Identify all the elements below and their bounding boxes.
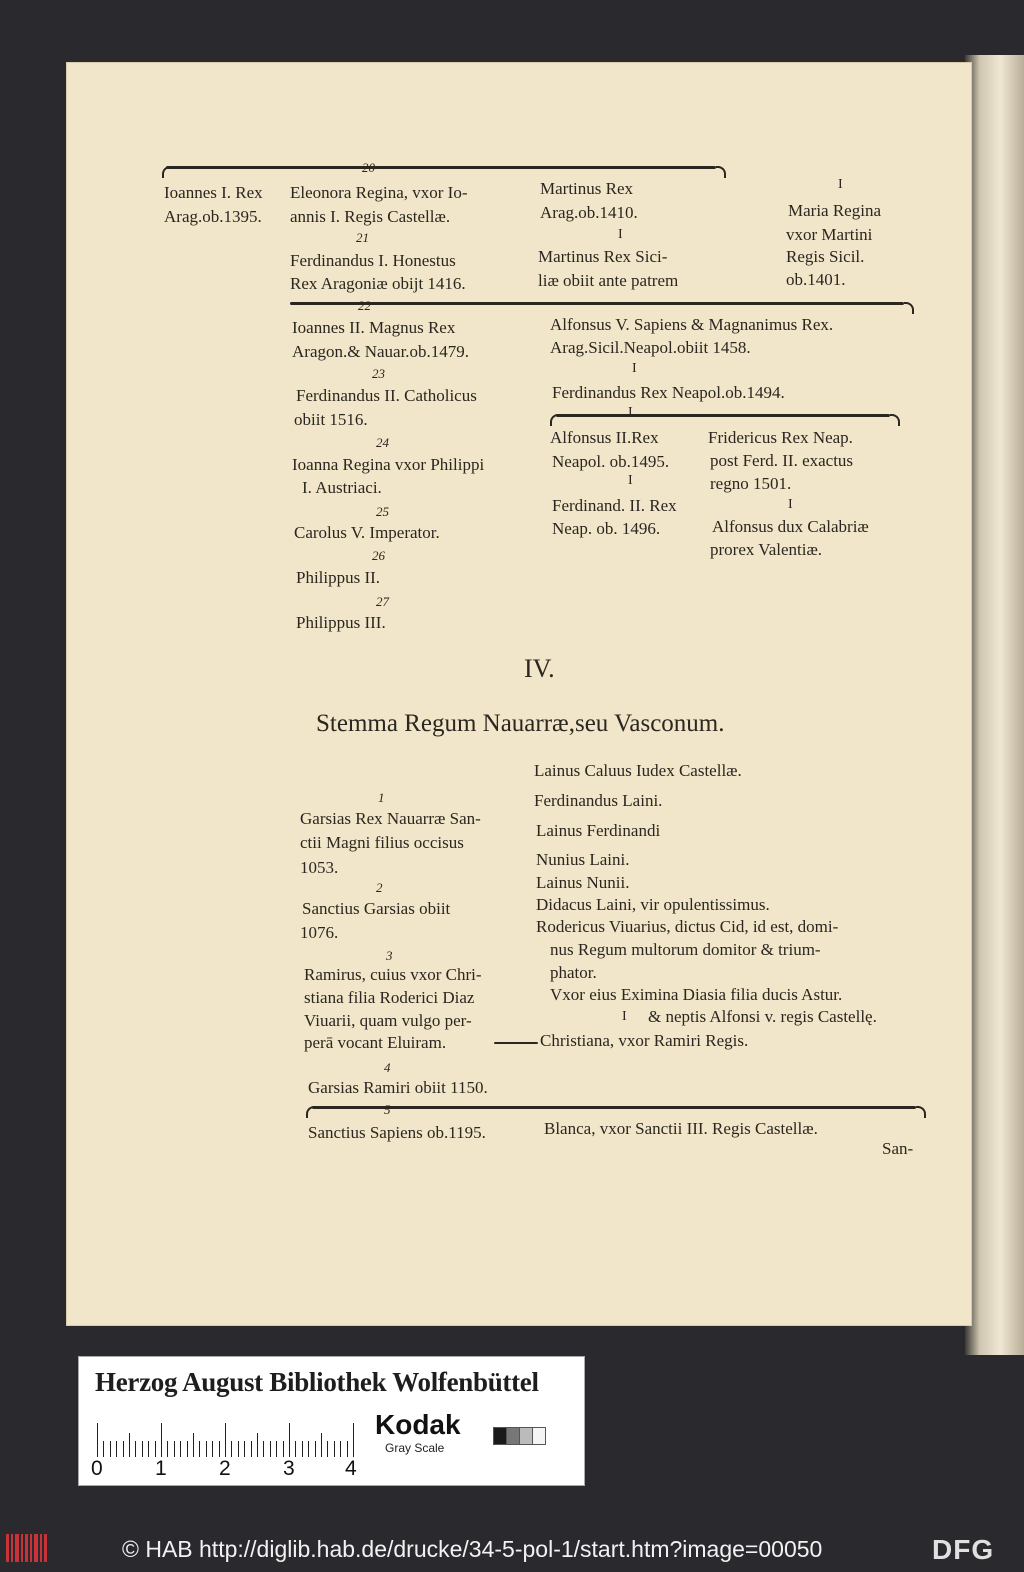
entry-christiana: Christiana, vxor Ramiri Regis.: [540, 1031, 749, 1050]
ruler-label: 4: [345, 1457, 357, 1480]
generation-number: 23: [372, 366, 385, 381]
lineage-line: & neptis Alfonsi v. regis Castellę.: [648, 1007, 877, 1026]
book-page: [66, 62, 972, 1326]
entry-eleonora-l2: annis I. Regis Castellæ.: [290, 207, 451, 226]
entry-sanctius-l2: 1076.: [300, 923, 339, 942]
section-number: IV.: [524, 654, 555, 683]
generation-number: 5: [384, 1102, 391, 1117]
entry-ferdinand-2-neap-l2: Neap. ob. 1496.: [552, 519, 661, 538]
generation-number: 1: [378, 790, 385, 805]
footer-bar: [0, 1528, 1024, 1572]
entry-philippus-2: Philippus II.: [296, 568, 381, 587]
ruler: [97, 1417, 353, 1457]
ruler-tick: [353, 1423, 354, 1457]
entry-ferdinand-2-neap-l1: Ferdinand. II. Rex: [552, 496, 677, 515]
genealogy-bracket: [290, 302, 904, 305]
lineage-line: Lainus Ferdinandi: [536, 821, 661, 840]
entry-fridericus-l1: Fridericus Rex Neap.: [708, 428, 853, 447]
bracket-hook: [162, 166, 172, 178]
descent-bar: I: [618, 227, 623, 242]
bracket-hook: [550, 414, 560, 426]
catchword: San-: [882, 1139, 914, 1158]
entry-carolus: Carolus V. Imperator.: [294, 523, 440, 542]
ruler-tick: [257, 1433, 258, 1457]
ruler-tick: [219, 1441, 220, 1457]
ruler-label: 3: [283, 1457, 295, 1480]
ruler-tick: [129, 1433, 130, 1457]
entry-alfonsus-calabriae-l2: prorex Valentiæ.: [710, 540, 823, 559]
entry-martinus-rex-l1: Martinus Rex: [540, 179, 634, 198]
entry-alfonsus-5-l1: Alfonsus V. Sapiens & Magnanimus Rex.: [550, 315, 834, 334]
entry-joanna-l1: Ioanna Regina vxor Philippi: [292, 455, 485, 474]
entry-alfonsus-2-l2: Neapol. ob.1495.: [552, 452, 670, 471]
ruler-tick: [212, 1441, 213, 1457]
ruler-tick: [103, 1441, 104, 1457]
ruler-tick: [206, 1441, 207, 1457]
gray-swatch: [519, 1427, 533, 1445]
ruler-label: 2: [219, 1457, 231, 1480]
entry-ferdinandus-1-l2: Rex Aragoniæ obijt 1416.: [290, 274, 466, 293]
lineage-line: Rodericus Viuarius, dictus Cid, id est, domi-: [536, 917, 839, 936]
ruler-tick: [263, 1441, 264, 1457]
ruler-tick: [315, 1441, 316, 1457]
gray-swatch: [493, 1427, 507, 1445]
entry-ramirus-l1: Ramirus, cuius vxor Chri-: [304, 965, 482, 984]
generation-number: 3: [386, 948, 393, 963]
ruler-tick: [142, 1441, 143, 1457]
entry-fridericus-l3: regno 1501.: [710, 474, 792, 493]
ruler-tick: [135, 1441, 136, 1457]
entry-joannes-2-l2: Aragon.& Nauar.ob.1479.: [292, 342, 470, 361]
ruler-tick: [334, 1441, 335, 1457]
lineage-line: phator.: [550, 963, 597, 982]
ruler-tick: [295, 1441, 296, 1457]
ruler-tick: [161, 1423, 162, 1457]
generation-number: 25: [376, 504, 389, 519]
ruler-label: 0: [91, 1457, 103, 1480]
descent-bar: I: [838, 177, 843, 192]
gray-swatch: [532, 1427, 546, 1445]
ruler-tick: [302, 1441, 303, 1457]
kodak-logo: Kodak: [375, 1409, 461, 1440]
entry-garsias-l2: ctii Magni filius occisus: [300, 833, 464, 852]
entry-ramirus-l3: Viuarii, quam vulgo per-: [304, 1011, 472, 1030]
ruler-tick: [167, 1441, 168, 1457]
bracket-hook: [904, 302, 914, 314]
library-name: Herzog August Bibliothek Wolfenbüttel: [95, 1367, 539, 1397]
ruler-tick: [116, 1441, 117, 1457]
entry-ferdinandus-1-l1: Ferdinandus I. Honestus: [290, 251, 456, 270]
entry-joannes-2-l1: Ioannes II. Magnus Rex: [292, 318, 456, 337]
ruler-label: 1: [155, 1457, 167, 1480]
generation-number: 22: [358, 298, 371, 313]
genealogy-bracket: [556, 414, 890, 417]
entry-blanca: Blanca, vxor Sanctii III. Regis Castellæ.: [544, 1119, 818, 1138]
ruler-tick: [340, 1441, 341, 1457]
ruler-tick: [155, 1441, 156, 1457]
ruler-tick: [251, 1441, 252, 1457]
lineage-line: Ferdinandus Laini.: [534, 791, 663, 810]
entry-garsias-l1: Garsias Rex Nauarræ San-: [300, 809, 481, 828]
entry-alfonsus-2-l1: Alfonsus II.Rex: [550, 428, 659, 447]
entry-ramirus-l2: stiana filia Roderici Diaz: [304, 988, 475, 1007]
entry-sanctius-sapiens: Sanctius Sapiens ob.1195.: [308, 1123, 486, 1142]
entry-maria-l2: vxor Martini: [786, 225, 873, 244]
lineage-line: Nunius Laini.: [536, 850, 630, 869]
entry-joannes-1-l1: Ioannes I. Rex: [164, 183, 263, 202]
ruler-tick: [225, 1423, 226, 1457]
generation-number: 2: [376, 880, 383, 895]
generation-number: 4: [384, 1060, 391, 1075]
entry-martinus-rex-l2: Arag.ob.1410.: [540, 203, 638, 222]
gray-swatch: [506, 1427, 520, 1445]
adjacent-page-edge: [965, 55, 1024, 1355]
entry-ramirus-l4: perā vocant Eluiram.: [304, 1033, 447, 1052]
entry-ferdinandus-2-l1: Ferdinandus II. Catholicus: [296, 386, 477, 405]
entry-eleonora-l1: Eleonora Regina, vxor Io-: [290, 183, 468, 202]
gray-scale-label: Gray Scale: [385, 1441, 445, 1455]
barcode-icon: [6, 1534, 48, 1562]
descent-bar: I: [788, 497, 793, 512]
ruler-tick: [238, 1441, 239, 1457]
entry-martinus-sic-l1: Martinus Rex Sici-: [538, 247, 668, 266]
ruler-tick: [327, 1441, 328, 1457]
entry-sanctius-l1: Sanctius Garsias obiit: [302, 899, 451, 918]
marriage-link: [494, 1042, 538, 1044]
lineage-line: Didacus Laini, vir opulentissimus.: [536, 895, 770, 914]
ruler-tick: [276, 1441, 277, 1457]
entry-maria-l3: Regis Sicil.: [786, 247, 865, 266]
bracket-hook: [916, 1106, 926, 1118]
entry-maria-l1: Maria Regina: [788, 201, 881, 220]
generation-number: 26: [372, 548, 385, 563]
entry-alfonsus-calabriae-l1: Alfonsus dux Calabriæ: [712, 517, 869, 536]
ruler-tick: [187, 1441, 188, 1457]
entry-martinus-sic-l2: liæ obiit ante patrem: [538, 271, 679, 290]
entry-ferdinandus-2-l2: obiit 1516.: [294, 410, 368, 429]
generation-number: 24: [376, 435, 389, 450]
ruler-tick: [110, 1441, 111, 1457]
ruler-tick: [347, 1441, 348, 1457]
bracket-hook: [716, 166, 726, 178]
descent-bar: I: [632, 361, 637, 376]
lineage-line: Lainus Nunii.: [536, 873, 630, 892]
ruler-tick: [123, 1441, 124, 1457]
ruler-tick: [270, 1441, 271, 1457]
bracket-hook: [306, 1106, 316, 1118]
entry-fridericus-l2: post Ferd. II. exactus: [710, 451, 854, 470]
entry-maria-l4: ob.1401.: [786, 270, 846, 289]
entry-garsias-l3: 1053.: [300, 858, 339, 877]
ruler-tick: [174, 1441, 175, 1457]
entry-alfonsus-5-l2: Arag.Sicil.Neapol.obiit 1458.: [550, 338, 751, 357]
genealogy-bracket: [166, 166, 716, 169]
lineage-line: nus Regum multorum domitor & trium-: [550, 940, 821, 959]
ruler-tick: [231, 1441, 232, 1457]
ruler-tick: [148, 1441, 149, 1457]
bracket-hook: [890, 414, 900, 426]
descent-bar: I: [628, 405, 633, 420]
copyright-link[interactable]: © HAB http://diglib.hab.de/drucke/34-5-pol-1/start.htm?image=00050: [122, 1536, 823, 1562]
ruler-tick: [97, 1423, 98, 1457]
calibration-card: [78, 1356, 585, 1486]
lineage-line: Vxor eius Eximina Diasia filia ducis Astur.: [550, 985, 843, 1004]
descent-bar: I: [628, 473, 633, 488]
ruler-tick: [289, 1423, 290, 1457]
entry-garsias-ramiri: Garsias Ramiri obiit 1150.: [308, 1078, 488, 1097]
descent-bar: I: [622, 1009, 627, 1024]
entry-joannes-1-l2: Arag.ob.1395.: [164, 207, 262, 226]
ruler-tick: [193, 1433, 194, 1457]
entry-ferdinandus-neapol: Ferdinandus Rex Neapol.ob.1494.: [552, 383, 785, 402]
ruler-tick: [244, 1441, 245, 1457]
generation-number: 21: [356, 230, 369, 245]
ruler-tick: [308, 1441, 309, 1457]
ruler-tick: [199, 1441, 200, 1457]
generation-number: 27: [376, 594, 389, 609]
lineage-line: Lainus Caluus Iudex Castellæ.: [534, 761, 742, 780]
generation-number: 20: [362, 160, 375, 175]
entry-philippus-3: Philippus III.: [296, 613, 386, 632]
genealogy-bracket: [312, 1106, 916, 1109]
section-title: Stemma Regum Nauarræ,seu Vasconum.: [316, 710, 725, 737]
ruler-tick: [180, 1441, 181, 1457]
dfg-logo: DFG: [932, 1534, 995, 1565]
ruler-tick: [321, 1433, 322, 1457]
ruler-tick: [283, 1441, 284, 1457]
entry-joanna-l2: I. Austriaci.: [302, 478, 382, 497]
